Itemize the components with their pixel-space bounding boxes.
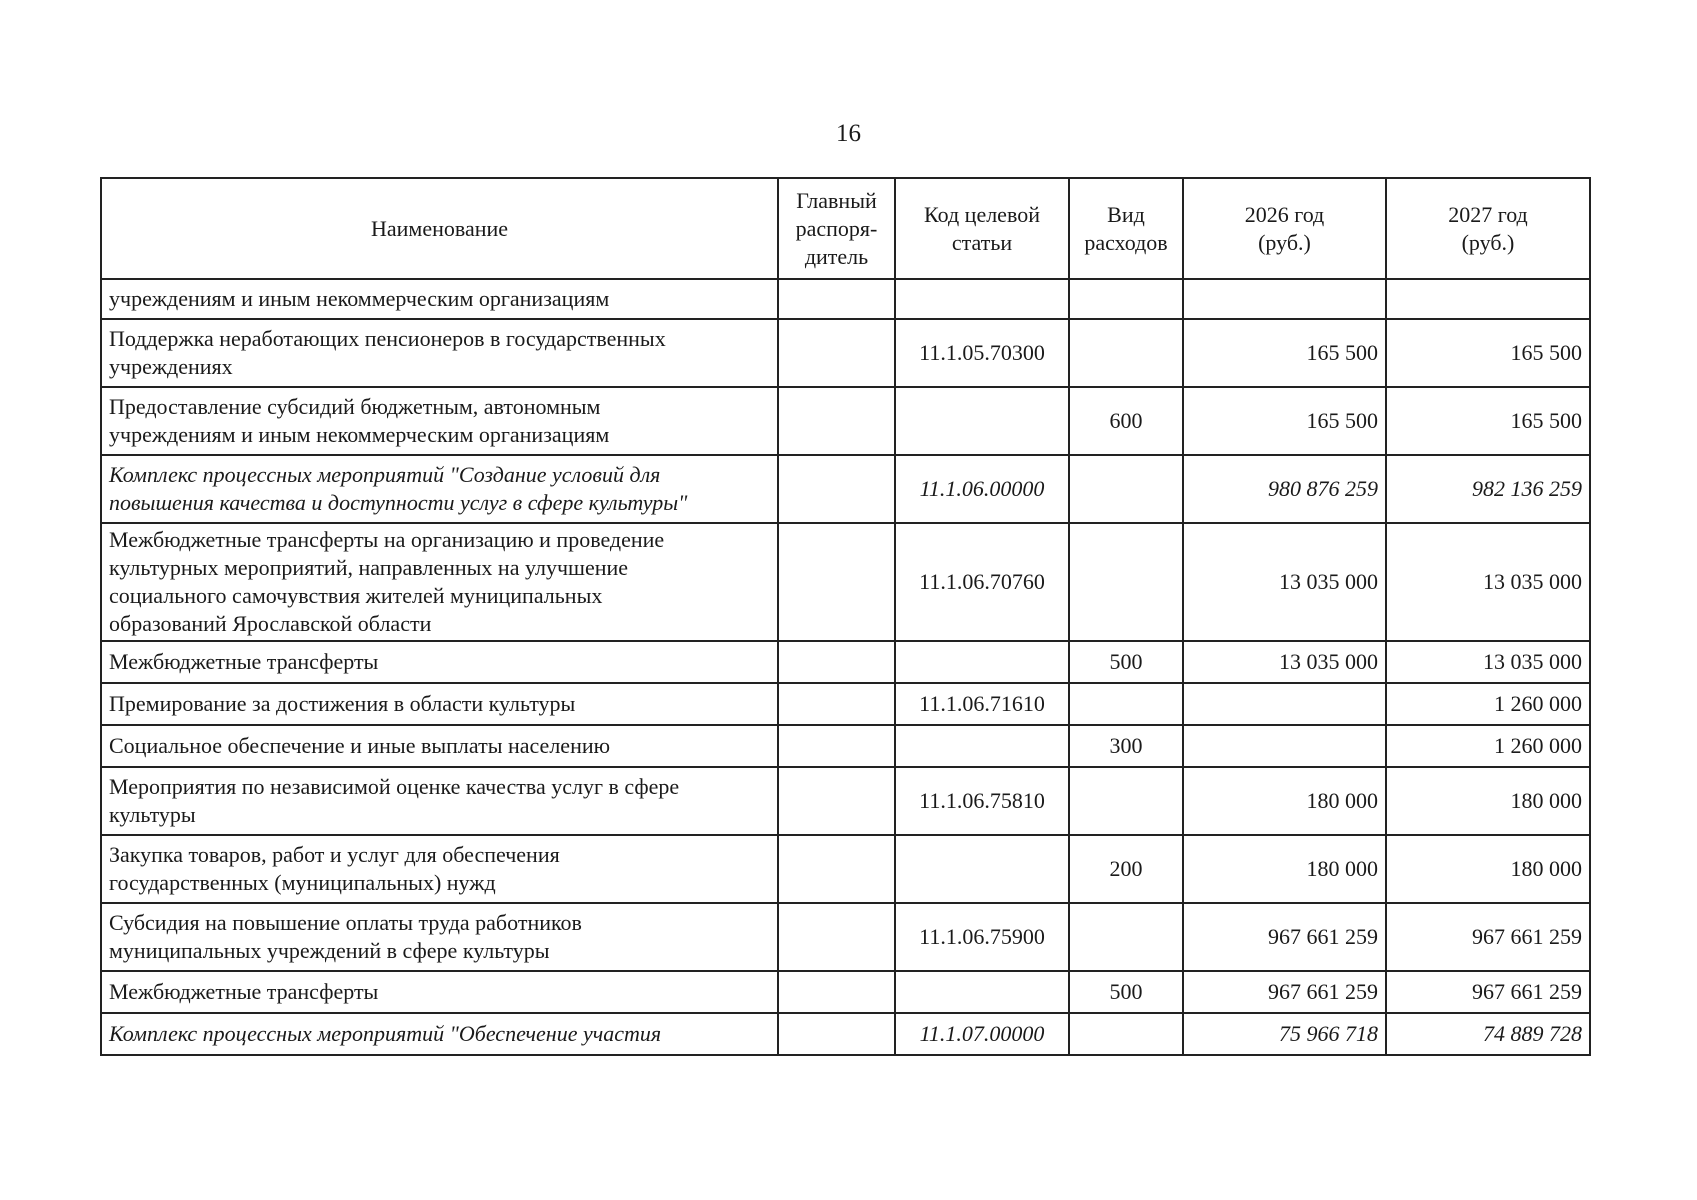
cell-year-2026: 13 035 000 bbox=[1183, 523, 1386, 641]
cell-admin bbox=[778, 641, 895, 683]
cell-year-2026: 165 500 bbox=[1183, 319, 1386, 387]
cell-code: 11.1.05.70300 bbox=[895, 319, 1069, 387]
cell-name: Межбюджетные трансферты bbox=[101, 971, 778, 1013]
cell-year-2027: 967 661 259 bbox=[1386, 971, 1590, 1013]
cell-code bbox=[895, 725, 1069, 767]
cell-type bbox=[1069, 903, 1183, 971]
cell-year-2027: 13 035 000 bbox=[1386, 641, 1590, 683]
table-body bbox=[101, 279, 1590, 1055]
table-row bbox=[101, 455, 1590, 523]
cell-admin bbox=[778, 279, 895, 319]
cell-code bbox=[895, 971, 1069, 1013]
page-number: 16 bbox=[836, 120, 861, 147]
table-row bbox=[101, 387, 1590, 455]
cell-admin bbox=[778, 725, 895, 767]
cell-year-2026: 180 000 bbox=[1183, 767, 1386, 835]
cell-year-2026: 75 966 718 bbox=[1183, 1013, 1386, 1055]
cell-name: Социальное обеспечение и иные выплаты населению bbox=[101, 725, 778, 767]
cell-type bbox=[1069, 455, 1183, 523]
cell-type: 500 bbox=[1069, 641, 1183, 683]
cell-name: Комплекс процессных мероприятий "Обеспечение участия bbox=[101, 1013, 778, 1055]
cell-name: Предоставление субсидий бюджетным, автономным учреждениям и иным некоммерческим организациям bbox=[101, 387, 778, 455]
header-name: Наименование bbox=[101, 178, 778, 279]
cell-year-2027: 1 260 000 bbox=[1386, 725, 1590, 767]
cell-year-2026 bbox=[1183, 279, 1386, 319]
table-row bbox=[101, 683, 1590, 725]
cell-code: 11.1.06.75810 bbox=[895, 767, 1069, 835]
cell-name: Субсидия на повышение оплаты труда работников муниципальных учреждений в сфере культуры bbox=[101, 903, 778, 971]
cell-admin bbox=[778, 523, 895, 641]
cell-code: 11.1.06.71610 bbox=[895, 683, 1069, 725]
cell-code: 11.1.06.70760 bbox=[895, 523, 1069, 641]
cell-year-2026 bbox=[1183, 683, 1386, 725]
budget-table bbox=[100, 177, 1591, 1056]
cell-admin bbox=[778, 767, 895, 835]
cell-year-2027: 982 136 259 bbox=[1386, 455, 1590, 523]
table-row bbox=[101, 319, 1590, 387]
table-row bbox=[101, 725, 1590, 767]
header-year-2026: 2026 год (руб.) bbox=[1183, 178, 1386, 279]
table-row bbox=[101, 971, 1590, 1013]
header-code: Код целевой статьи bbox=[895, 178, 1069, 279]
cell-name: Мероприятия по независимой оценке качества услуг в сфере культуры bbox=[101, 767, 778, 835]
cell-admin bbox=[778, 1013, 895, 1055]
cell-type: 200 bbox=[1069, 835, 1183, 903]
cell-type bbox=[1069, 1013, 1183, 1055]
cell-year-2026: 980 876 259 bbox=[1183, 455, 1386, 523]
cell-type bbox=[1069, 523, 1183, 641]
table-row bbox=[101, 835, 1590, 903]
cell-type bbox=[1069, 683, 1183, 725]
table-header bbox=[101, 178, 1590, 279]
cell-admin bbox=[778, 835, 895, 903]
cell-type bbox=[1069, 279, 1183, 319]
cell-year-2026 bbox=[1183, 725, 1386, 767]
cell-code: 11.1.06.75900 bbox=[895, 903, 1069, 971]
cell-code bbox=[895, 279, 1069, 319]
cell-type: 300 bbox=[1069, 725, 1183, 767]
cell-code: 11.1.06.00000 bbox=[895, 455, 1069, 523]
cell-code bbox=[895, 387, 1069, 455]
cell-type bbox=[1069, 319, 1183, 387]
cell-admin bbox=[778, 387, 895, 455]
table-row bbox=[101, 641, 1590, 683]
cell-year-2026: 165 500 bbox=[1183, 387, 1386, 455]
cell-year-2026: 967 661 259 bbox=[1183, 903, 1386, 971]
cell-name: Премирование за достижения в области культуры bbox=[101, 683, 778, 725]
cell-year-2027: 180 000 bbox=[1386, 767, 1590, 835]
cell-name: Межбюджетные трансферты на организацию и проведение культурных мероприятий, направленных на улучшение социального самочувствия жителей муниципальных образований Ярославской области bbox=[101, 523, 778, 641]
table-row bbox=[101, 767, 1590, 835]
cell-name: Закупка товаров, работ и услуг для обеспечения государственных (муниципальных) нужд bbox=[101, 835, 778, 903]
cell-year-2027 bbox=[1386, 279, 1590, 319]
cell-year-2027: 13 035 000 bbox=[1386, 523, 1590, 641]
cell-type bbox=[1069, 767, 1183, 835]
cell-year-2027: 967 661 259 bbox=[1386, 903, 1590, 971]
cell-name: учреждениям и иным некоммерческим организациям bbox=[101, 279, 778, 319]
table-row bbox=[101, 903, 1590, 971]
header-row bbox=[101, 178, 1590, 279]
cell-code: 11.1.07.00000 bbox=[895, 1013, 1069, 1055]
header-year-2027: 2027 год (руб.) bbox=[1386, 178, 1590, 279]
cell-year-2027: 165 500 bbox=[1386, 387, 1590, 455]
header-admin: Главный распоря- дитель bbox=[778, 178, 895, 279]
cell-year-2027: 165 500 bbox=[1386, 319, 1590, 387]
cell-name: Комплекс процессных мероприятий "Создание условий для повышения качества и доступности услуг в сфере культуры" bbox=[101, 455, 778, 523]
cell-year-2026: 13 035 000 bbox=[1183, 641, 1386, 683]
table-row bbox=[101, 1013, 1590, 1055]
cell-code bbox=[895, 835, 1069, 903]
cell-year-2026: 967 661 259 bbox=[1183, 971, 1386, 1013]
table-row bbox=[101, 279, 1590, 319]
cell-name: Поддержка неработающих пенсионеров в государственных учреждениях bbox=[101, 319, 778, 387]
cell-admin bbox=[778, 903, 895, 971]
cell-admin bbox=[778, 971, 895, 1013]
header-type: Вид расходов bbox=[1069, 178, 1183, 279]
cell-type: 500 bbox=[1069, 971, 1183, 1013]
table-row bbox=[101, 523, 1590, 641]
cell-code bbox=[895, 641, 1069, 683]
cell-year-2027: 180 000 bbox=[1386, 835, 1590, 903]
cell-admin bbox=[778, 319, 895, 387]
cell-year-2026: 180 000 bbox=[1183, 835, 1386, 903]
cell-year-2027: 74 889 728 bbox=[1386, 1013, 1590, 1055]
cell-type: 600 bbox=[1069, 387, 1183, 455]
cell-admin bbox=[778, 455, 895, 523]
cell-admin bbox=[778, 683, 895, 725]
cell-year-2027: 1 260 000 bbox=[1386, 683, 1590, 725]
cell-name: Межбюджетные трансферты bbox=[101, 641, 778, 683]
